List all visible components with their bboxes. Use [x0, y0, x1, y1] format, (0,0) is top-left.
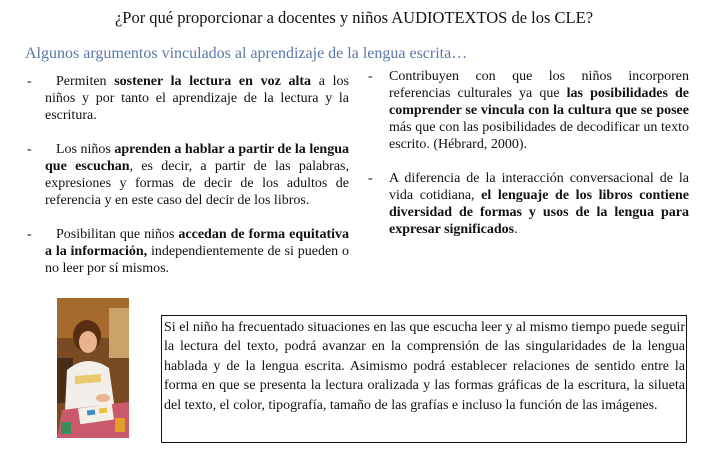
page-title: ¿Por qué proporcionar a docentes y niños AUDIOTEXTOS de los CLE?	[114, 8, 594, 27]
argument-text: Permiten sostener la lectura en voz alta a los niños y por tanto el aprendizaje de la lectura y la escritura.	[45, 74, 349, 123]
argument-text: Contribuyen con que los niños incorporen referencias culturales ya que las posibilidades de comprender se vincula con la cultura que se posee más que con las posibilidades de decodificar un texto escrito. (Hébrard, 2000).	[389, 69, 689, 152]
argument-item	[27, 141, 349, 209]
bullet-dash: -	[27, 142, 32, 157]
child-reading-photo	[57, 298, 129, 438]
argument-item	[368, 68, 689, 153]
argument-text: A diferencia de la interacción conversacional de la vida cotidiana, el lenguaje de los libros contiene diversidad de formas y usos de la lengua para expresar significados.	[389, 171, 689, 237]
argument-item	[27, 226, 349, 277]
explanatory-text-box: Si el niño ha frecuentado situaciones en las que escucha leer y al mismo tiempo puede seguir la lectura del texto, podrá avanzar en la comprensión de las singularidades de la lengua hablada y de la lengua escrita. Asimismo podrá establecer relaciones de sentido entre la forma en que se presenta la lectura oralizada y las formas gráficas de la escritura, la silueta del texto, el color, tipografía, tamaño de las grafías e incluso la función de las imágenes.	[161, 315, 687, 443]
bullet-dash: -	[368, 171, 373, 186]
left-argument-column	[27, 73, 349, 294]
right-argument-column	[368, 68, 689, 255]
argument-item	[368, 170, 689, 238]
argument-text: Los niños aprenden a hablar a partir de la lengua que escuchan, es decir, a partir de las palabras, expresiones y formas de decir de los adultos de referencia y en este caso del decir de los libros.	[45, 142, 349, 208]
bullet-dash: -	[27, 227, 32, 242]
argument-text: Posibilitan que niños accedan de forma equitativa a la información, independientemente de si pueden o no leer por sí mismos.	[45, 227, 349, 276]
section-subtitle: Algunos argumentos vinculados al aprendizaje de la lengua escrita…	[25, 45, 468, 62]
argument-item	[27, 73, 349, 124]
bullet-dash: -	[368, 69, 373, 84]
bullet-dash: -	[27, 74, 32, 89]
